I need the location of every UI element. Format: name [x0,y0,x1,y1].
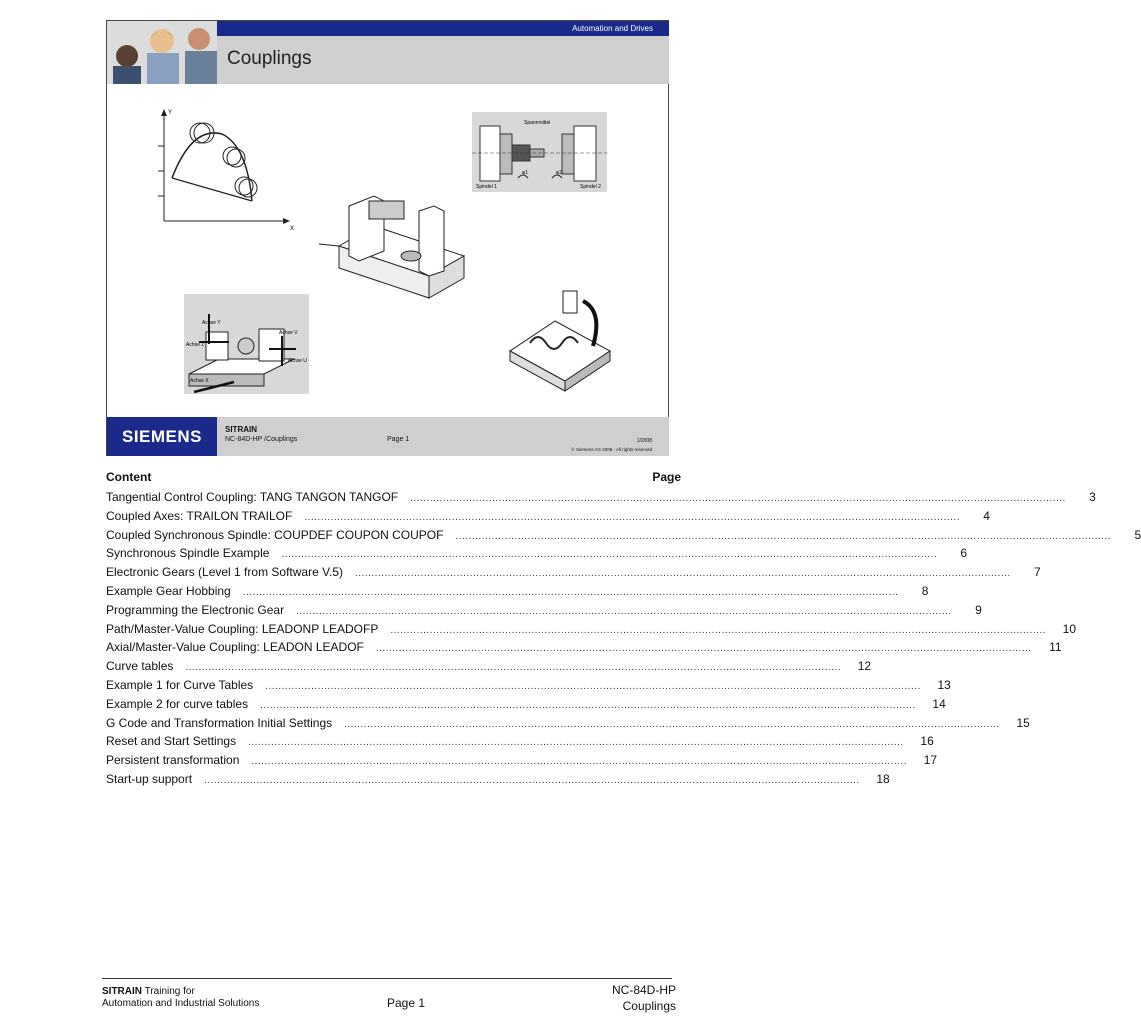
toc-entry [106,621,1077,641]
page-footer-solutions: Automation and Industrial Solutions [102,998,260,1009]
toc-entry-title: Example Gear Hobbing [106,583,231,598]
toc-dot-leader: ........................................................................................................................................................................................................ [355,568,1011,580]
toc-entry-page: 13 [937,677,951,692]
coupled-axes-diagram [184,294,309,394]
toc-entry-page: 17 [923,753,938,768]
toc-dot-leader: ........................................................................................................................................................................................................ [204,774,860,786]
page-footer-page: Page 1 [387,996,426,1010]
toc-entry [106,546,968,565]
toc-entry-title: Axial/Master-Value Coupling: LEADON LEADOF [106,640,364,655]
toc-entry [106,490,1096,509]
page-footer-sitrain-bold: SITRAIN [102,986,142,997]
footer-page: Page 1 [387,436,410,443]
toc-dot-leader: ........................................................................................................................................................................................................ [296,605,952,617]
achse-u-label: Achse U [288,358,307,364]
spannmittel-label: Spannmittel [524,120,551,126]
toc-entry-page: 6 [960,546,968,561]
toc-dot-leader: ........................................................................................................................................................................................................ [375,643,1032,655]
toc-entry [106,640,1062,659]
toc-dot-leader: ........................................................................................................................................................................................................ [242,586,899,598]
toc-entry-title: Path/Master-Value Coupling: LEADONP LEADOFP [106,621,379,636]
toc-dot-leader: ........................................................................................................................................................................................................ [248,737,904,749]
header-bar: Automation and Drives [217,21,669,36]
toc-entry-title: Start-up support [106,771,193,786]
toc-entry-page: 15 [1016,715,1030,730]
phi1-label: φ1 [522,170,529,176]
toc-dot-leader: ........................................................................................................................................................................................................ [260,699,916,711]
toc-entry-page: 7 [1033,565,1041,580]
toc-dot-leader: ........................................................................................................................................................................................................ [281,549,938,561]
achse-y-label: Achse Y [202,320,221,326]
toc-dot-leader: ........................................................................................................................................................................................................ [390,624,1047,636]
toc-content-heading: Content [106,470,152,484]
toc-entry [106,753,938,772]
toc-entry-title: Curve tables [106,659,174,674]
title-slide [106,20,669,456]
footer-date: 1/2008 [636,438,652,444]
axis-x-label: X [290,226,295,232]
toc-entry [106,565,1041,584]
page-footer-divider [102,978,672,979]
toc-page-heading: Page [652,470,681,484]
people-photo [107,21,217,84]
toc-entry-page: 16 [920,734,934,749]
page-footer-sitrain [102,986,195,997]
toc-entry-page: 18 [876,771,890,786]
gear-hobbing-machine-drawing [319,176,469,306]
toc-dot-leader: ........................................................................................................................................................................................................ [185,662,842,674]
toc-entry-title: G Code and Transformation Initial Settings [106,715,333,730]
toc-dot-leader: ........................................................................................................................................................................................................ [265,680,921,692]
toc-entry [106,715,1030,735]
toc-entry-title: Example 1 for Curve Tables [106,677,254,692]
footer-copyright: © Siemens AG 2008 - All rights reserved [571,447,652,452]
toc-entry-page: 9 [975,602,982,617]
phi2-label: φ2 [556,170,563,176]
toc-entry-title: Coupled Synchronous Spindle: COUPDEF COUPON COUPOF [106,527,444,542]
toc-dot-leader: ........................................................................................................................................................................................................ [410,493,1066,504]
siemens-logo [107,417,217,456]
toc-entry-title: Reset and Start Settings [106,734,237,749]
achse-z-label: Achse Z [186,342,205,348]
toc-entry [106,771,890,791]
axis-y-label: Y [168,110,173,116]
toc-entry-page: 3 [1089,490,1096,504]
toc-dot-leader: ........................................................................................................................................................................................................ [304,511,960,523]
footer-course: NC-84D-HP /Couplings [225,436,298,443]
achse-v-label: Achse V [279,330,298,336]
toc-entry [106,602,982,622]
footer-sitrain: SITRAIN [225,425,257,434]
page-footer-topic: Couplings [622,999,676,1013]
tangential-curve-diagram [152,106,302,231]
toc-dot-leader: ........................................................................................................................................................................................................ [344,718,1000,730]
toc-entry [106,527,1141,547]
toc-entry [106,508,990,528]
toc-dot-leader: ........................................................................................................................................................................................................ [455,530,1112,542]
toc-dot-leader: ........................................................................................................................................................................................................ [251,756,908,768]
page-footer-training-for: Training for [142,986,195,997]
toc-entry-page: 11 [1049,640,1062,655]
toc-entry-title: Persistent transformation [106,753,240,768]
toc-entry [106,734,934,753]
spindel2-label: Spindel 2 [580,184,601,190]
toc-list [106,490,1141,791]
synchronous-spindle-diagram [472,112,607,192]
toc-entry-title: Synchronous Spindle Example [106,546,270,561]
slide-title: Couplings [227,48,312,69]
toc-entry-page: 10 [1062,621,1077,636]
toc-entry-title: Coupled Axes: TRAILON TRAILOF [106,508,293,523]
siemens-logo-text: SIEMENS [121,426,203,446]
curve-table-workpiece-drawing [505,281,615,391]
toc-entry [106,677,951,697]
page-footer-course: NC-84D-HP [611,983,676,997]
toc-entry-page: 8 [921,583,929,598]
spindel1-label: Spindel 1 [476,184,497,190]
achse-x-label: Achse X [190,378,209,384]
toc-entry [106,583,929,603]
toc-entry-page: 4 [983,508,990,523]
toc-entry-title: Programming the Electronic Gear [106,602,285,617]
toc-entry-page: 5 [1134,527,1141,542]
toc-entry-page: 12 [857,659,872,674]
toc-entry [106,696,946,716]
toc-entry-page: 14 [932,696,946,711]
toc-entry-title: Example 2 for curve tables [106,696,249,711]
toc-entry [106,659,872,678]
toc-entry-title: Electronic Gears (Level 1 from Software V.5) [106,565,343,580]
toc-entry-title: Tangential Control Coupling: TANG TANGON TANGOF [106,490,399,504]
